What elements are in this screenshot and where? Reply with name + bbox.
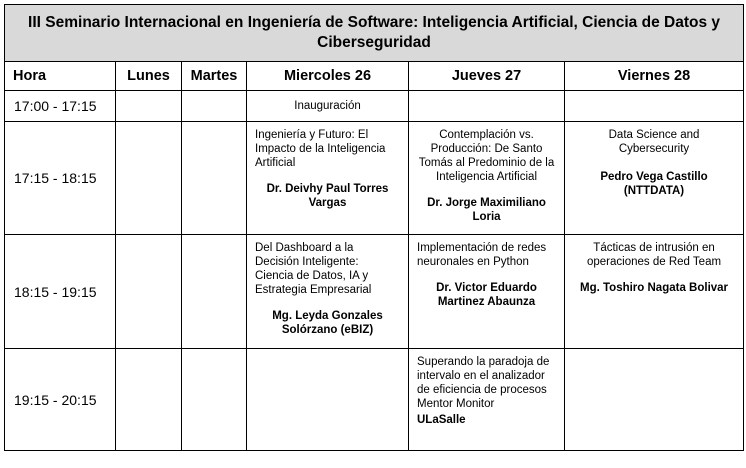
event-topic: Contemplación vs. Producción: De Santo Tomás al Predominio de la Inteligencia Artificial [418, 129, 555, 183]
header-row [5, 62, 744, 91]
event-topic: Data Science and Cybersecurity [608, 129, 700, 155]
header-miercoles: Miercoles 26 [247, 62, 409, 91]
event-speaker: Dr. Victor Eduardo Martinez Abaunza [436, 282, 537, 308]
empty-cell [182, 91, 247, 122]
event-topic: Ingeniería y Futuro: El Impacto de la Inteligencia Artificial [255, 129, 386, 169]
empty-cell [116, 91, 182, 122]
time-cell: 19:15 - 20:15 [5, 349, 116, 451]
event-cell [565, 122, 744, 235]
empty-cell [247, 349, 409, 451]
table-row [5, 235, 744, 349]
empty-cell [116, 122, 182, 235]
header-lunes: Lunes [116, 62, 182, 91]
event-speaker: Mg. Toshiro Nagata Bolivar [580, 282, 729, 294]
event-block [247, 235, 408, 337]
event-cell [409, 122, 565, 235]
event-topic: Tácticas de intrusión en operaciones de Red Team [587, 242, 722, 268]
event-speaker: ULaSalle [417, 414, 466, 426]
empty-cell [116, 349, 182, 451]
empty-cell [182, 235, 247, 349]
time-cell: 18:15 - 19:15 [5, 235, 116, 349]
empty-cell [565, 349, 744, 451]
header-viernes: Viernes 28 [565, 62, 744, 91]
event-speaker: Dr. Deivhy Paul Torres Vargas [266, 183, 389, 209]
event-block [247, 122, 408, 210]
event-topic: Implementación de redes neuronales en Python [417, 242, 547, 268]
event-cell [247, 235, 409, 349]
event-block [409, 235, 564, 309]
time-cell: 17:15 - 18:15 [5, 122, 116, 235]
time-cell: 17:00 - 17:15 [5, 91, 116, 122]
table-row [5, 91, 744, 122]
event-cell [409, 349, 565, 451]
seminar-title: III Seminario Internacional en Ingeniería de Software: Inteligencia Artificial, Ciencia de Datos y Ciberseguridad [5, 5, 744, 62]
event-cell [409, 235, 565, 349]
event-block [565, 122, 743, 198]
header-hora: Hora [5, 62, 116, 91]
event-speaker: Dr. Jorge Maximiliano Loria [427, 197, 546, 223]
table-row [5, 122, 744, 235]
empty-cell [565, 91, 744, 122]
empty-cell [182, 122, 247, 235]
event-block [409, 349, 564, 427]
empty-cell [409, 91, 565, 122]
header-jueves: Jueves 27 [409, 62, 565, 91]
schedule-table [4, 4, 744, 451]
event-block [409, 122, 564, 224]
header-martes: Martes [182, 62, 247, 91]
table-row [5, 349, 744, 451]
event-speaker: Mg. Leyda Gonzales Solórzano (eBIZ) [272, 310, 383, 336]
event-speaker: Pedro Vega Castillo (NTTDATA) [600, 171, 708, 197]
empty-cell [182, 349, 247, 451]
empty-cell [116, 235, 182, 349]
event-block [565, 235, 743, 295]
event-topic: Del Dashboard a la Decisión Inteligente: Ciencia de Datos, IA y Estrategia Empresarial [255, 242, 372, 296]
event-topic: Superando la paradoja de intervalo en el analizador de eficiencia de procesos Mentor Monitor [417, 356, 550, 410]
event-cell [565, 235, 744, 349]
event-cell [247, 122, 409, 235]
event-inauguracion: Inauguración [247, 91, 409, 122]
